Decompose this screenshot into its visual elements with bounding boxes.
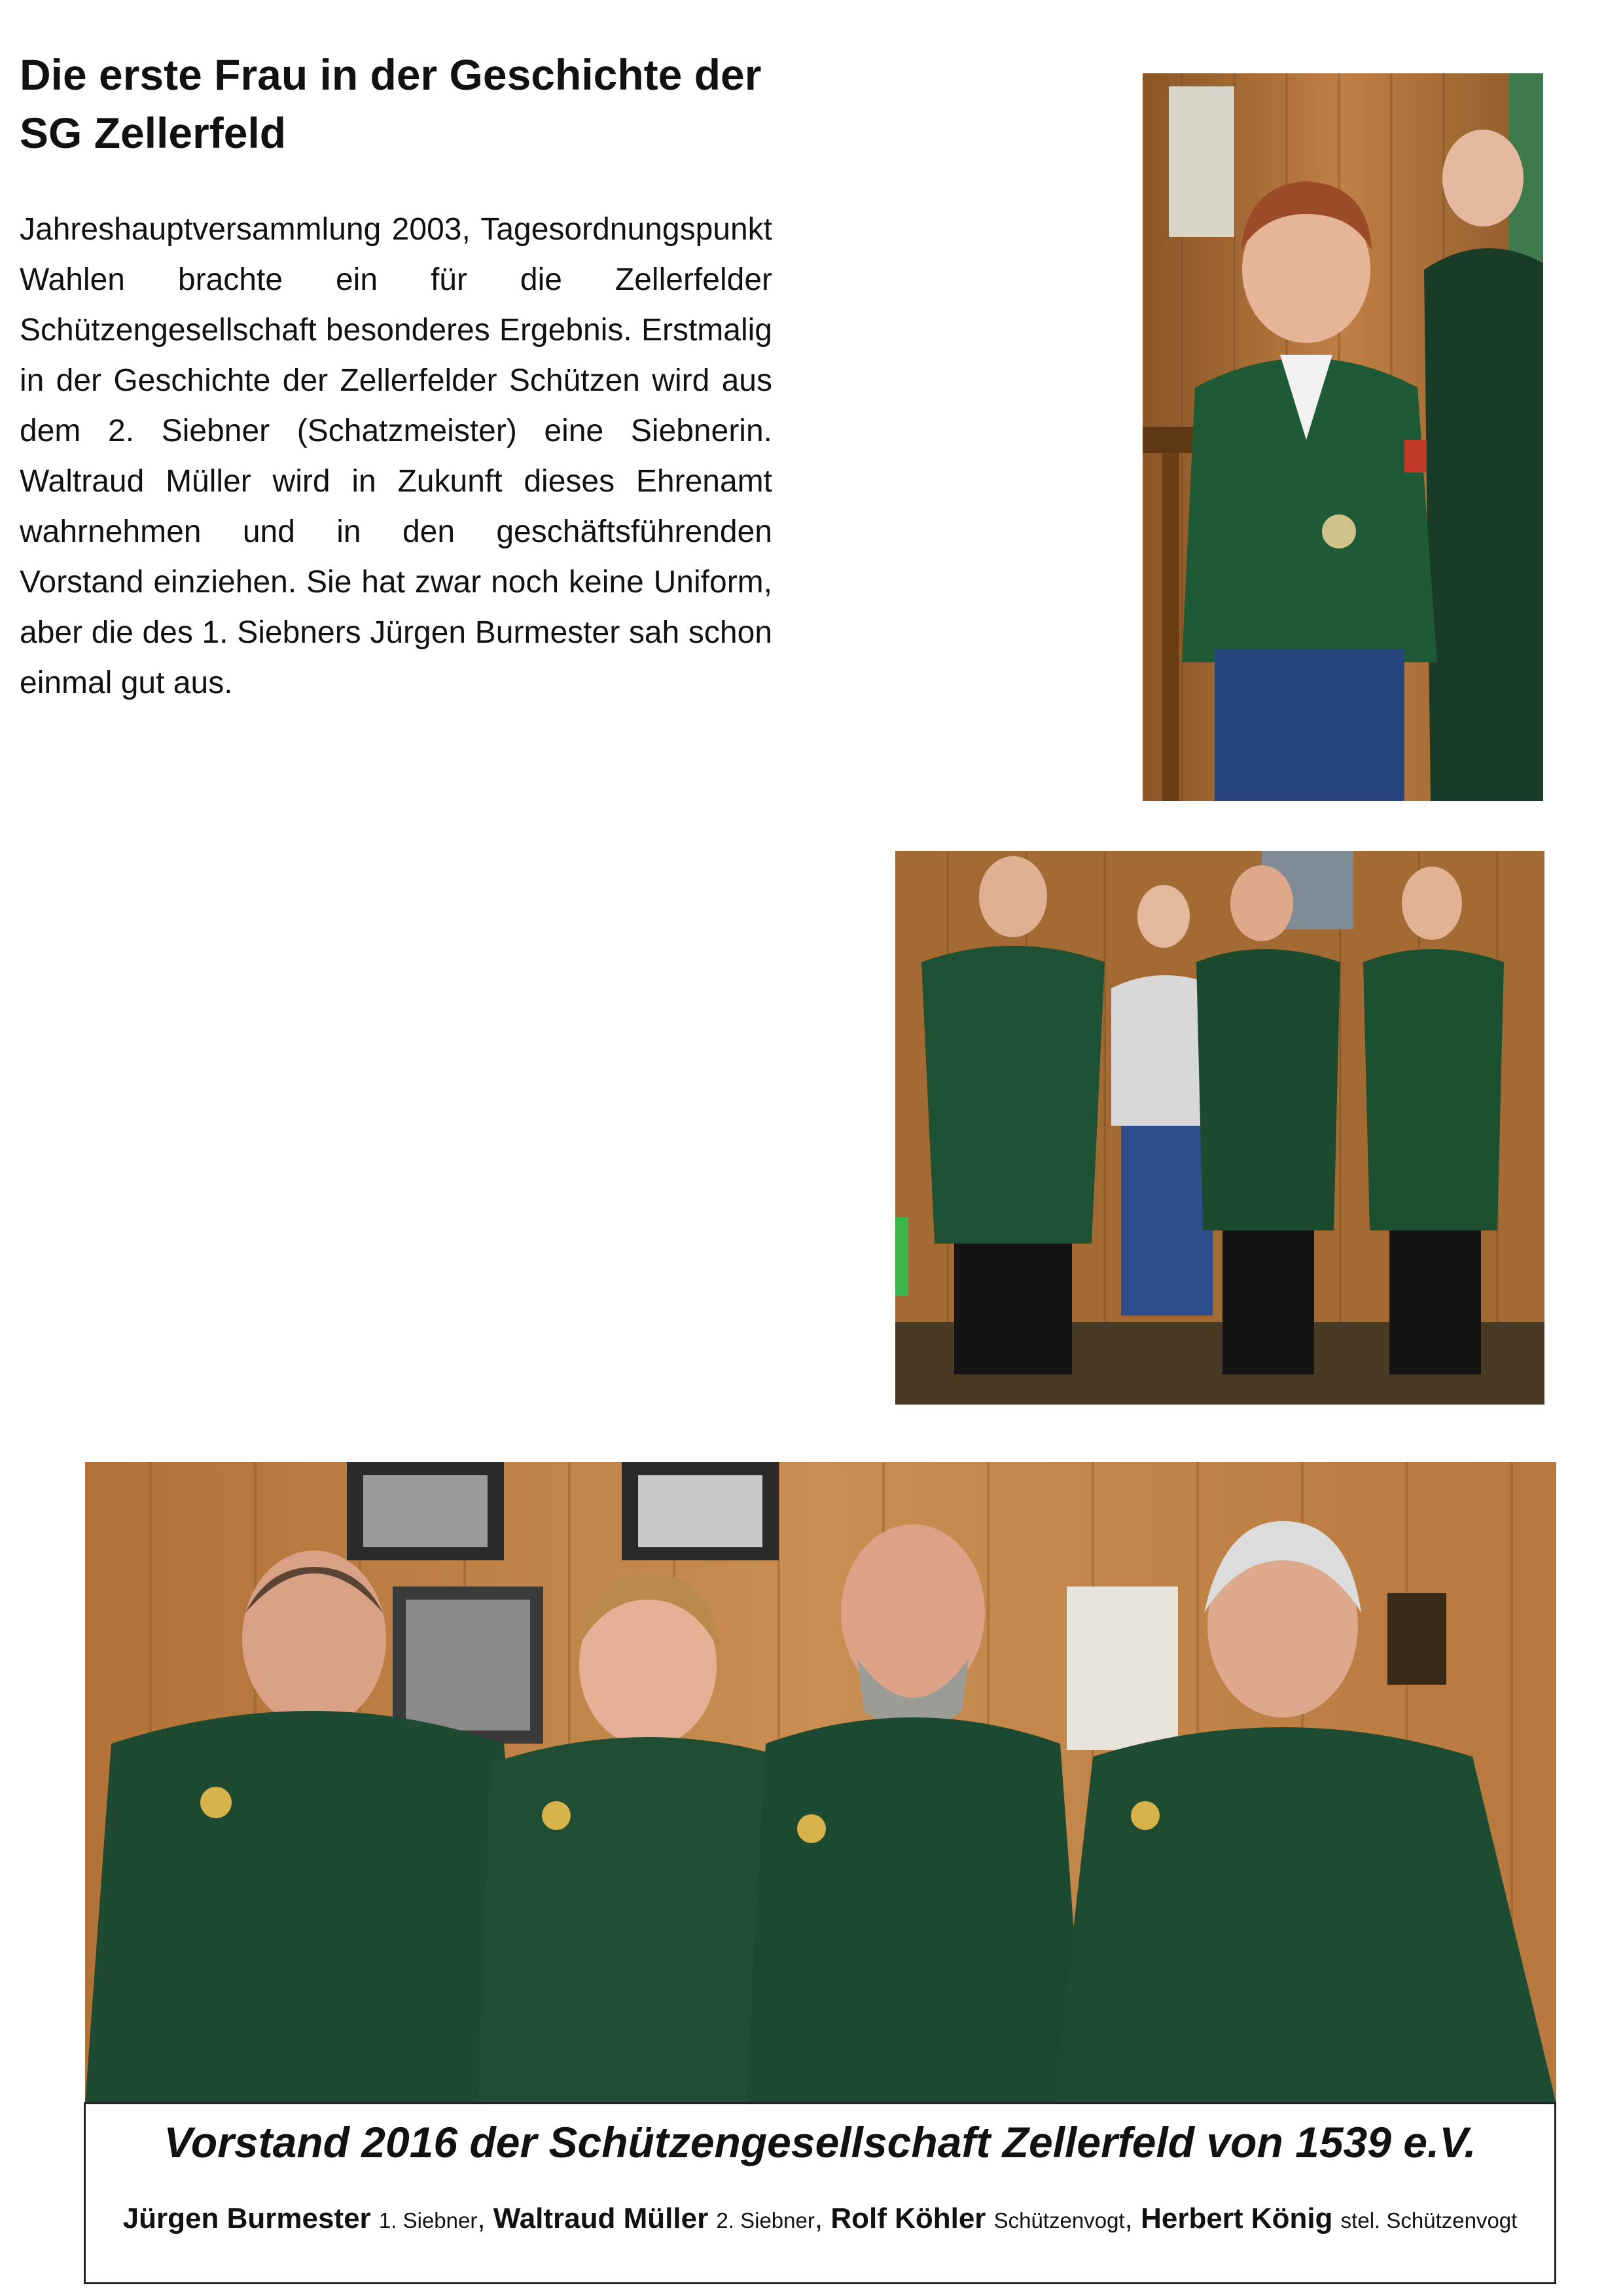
member-separator: ,	[477, 2202, 493, 2234]
photo-woman-in-uniform	[1143, 73, 1543, 801]
member-role: 1. Siebner	[378, 2208, 478, 2233]
board-members-line	[86, 2202, 1554, 2235]
photo-group-of-four	[895, 851, 1544, 1405]
member-name: Waltraud Müller	[493, 2202, 709, 2234]
caption-box	[84, 2102, 1556, 2284]
photo-board-2016	[85, 1462, 1556, 2104]
member-name: Rolf Köhler	[830, 2202, 986, 2234]
member-separator: ,	[814, 2202, 831, 2234]
member-role: stel. Schützenvogt	[1340, 2208, 1518, 2233]
member-name: Herbert König	[1141, 2202, 1333, 2234]
member-separator: ,	[1124, 2202, 1141, 2234]
article-title: Die erste Frau in der Geschichte der SG Zellerfeld	[20, 50, 762, 158]
caption-title: Vorstand 2016 der Schützengesellschaft Zellerfeld von 1539 e.V.	[164, 2118, 1476, 2166]
member-role: 2. Siebner	[716, 2208, 815, 2233]
member-name: Jürgen Burmester	[122, 2202, 371, 2234]
member-role: Schützenvogt	[993, 2208, 1125, 2233]
article-body: Jahreshauptversammlung 2003, Tagesordnungspunkt Wahlen brachte ein für die Zellerfelder Schützengesellschaft besonderes Ergebnis. Erstmalig in der Geschichte der Zellerfelder Schützen wird aus dem 2. Siebner (Schatzmeister) eine Siebnerin. Waltraud Müller wird in Zukunft dieses Ehrenamt wahrnehmen und in den geschäftsführenden Vorstand einziehen. Sie hat zwar noch keine Uniform, aber die des 1. Siebners Jürgen Burmester sah schon einmal gut aus.	[20, 212, 772, 700]
